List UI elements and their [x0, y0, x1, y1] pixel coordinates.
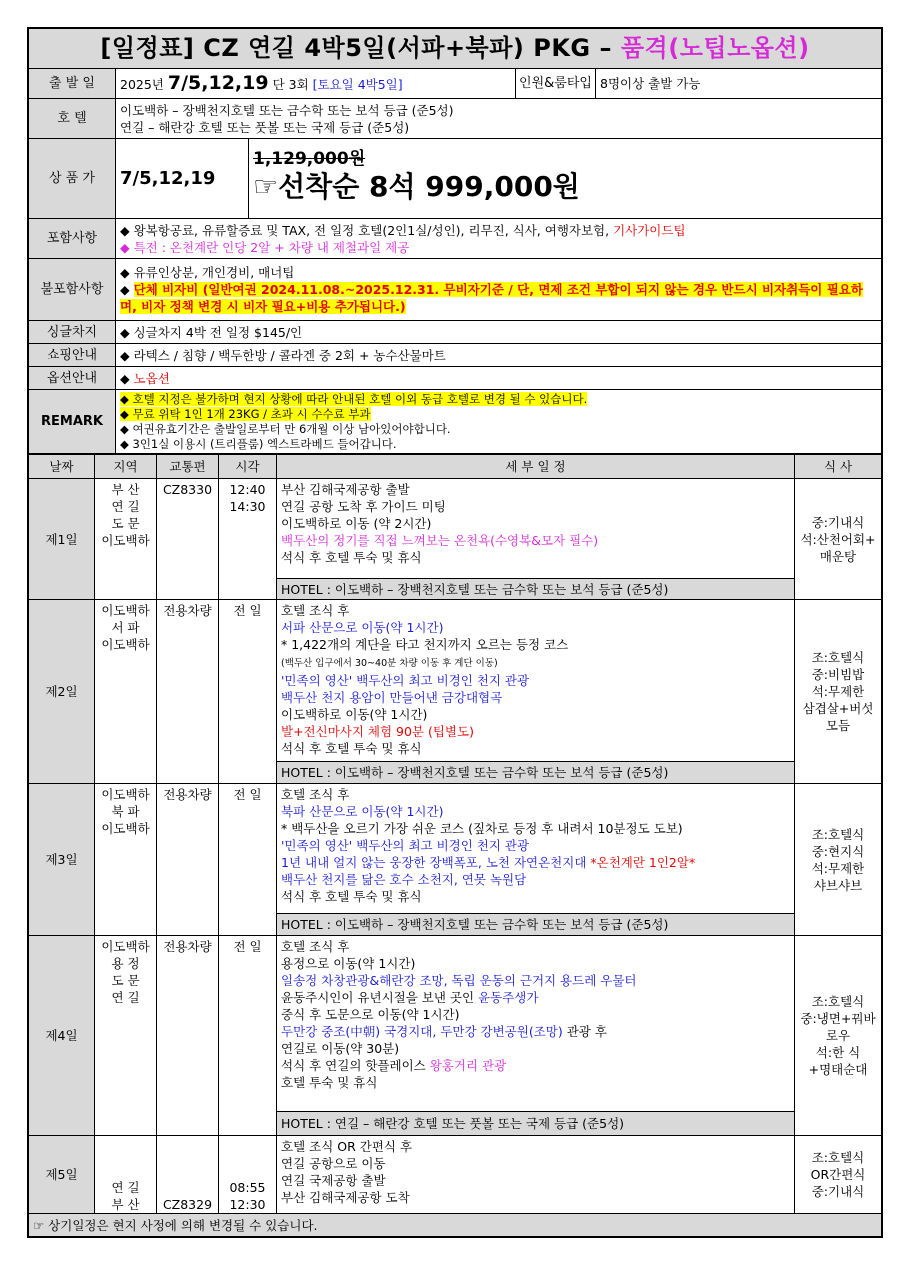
detail-text: 1년 내내 얼지 않는 웅장한 장백폭포, 노천 자연온천지대 [281, 855, 591, 870]
detail-text: 일송정 차창관광&해란강 조망, 독립 운동의 근거지 용드레 우물터 [281, 973, 637, 988]
day-row [29, 784, 882, 914]
detail-text: 호텔 조식 후 [281, 939, 350, 954]
detail-line [281, 854, 790, 871]
day-label: 제2일 [29, 600, 95, 784]
detail-line [281, 1138, 790, 1155]
meal-line: 조:호텔식 [811, 994, 865, 1009]
detail-text: 북파 산문으로 이동(약 1시간) [281, 804, 444, 819]
detail-text: 연길 공항으로 이동 [281, 1156, 386, 1171]
shopping-label: 쇼핑안내 [29, 344, 116, 367]
include-guide-tip: 기사가이드팁 [613, 222, 686, 238]
detail-line [281, 602, 790, 619]
single-label: 싱글차지 [29, 321, 116, 344]
option-text: 노옵션 [133, 370, 170, 386]
detail-line [281, 1074, 790, 1091]
header-region: 지역 [95, 455, 157, 479]
detail-line [281, 706, 790, 723]
meal-line: 중:기내식 [811, 1184, 865, 1199]
region-name: 부 산 [111, 482, 140, 497]
day-time [219, 600, 277, 784]
detail-line [281, 786, 790, 803]
detail-text: 석식 후 연길의 핫플레이스 [281, 1058, 430, 1073]
detail-line [281, 803, 790, 820]
day-meals [795, 784, 882, 936]
exclude-visa-note: 단체 비자비 (일반여권 2024.11.08.~2025.12.31. 무비자기준 / 단, 면제 조건 부합이 되지 않는 경우 반드시 비자취득이 필요하며, 비자 정책 변경 시 비자 필요+비용 추가됩니다.) [120, 282, 863, 314]
day-meals [795, 600, 882, 784]
day-meals [795, 1136, 882, 1214]
transport-name: 전용차량 [163, 787, 212, 802]
detail-highlight: 관광 후 [566, 1024, 607, 1039]
meal-line: 중:비빔밥 [811, 667, 865, 682]
exclude-line: ◆ 유류인상분, 개인경비, 매너팁 [120, 265, 295, 280]
detail-text: 부산 김해국제공항 도착 [281, 1190, 410, 1205]
day-detail [277, 1136, 795, 1214]
remark-line: ◆ 무료 위탁 1인 1개 23KG / 초과 시 수수료 부과 [120, 406, 371, 421]
departure-dates: 7/5,12,19 [167, 71, 269, 94]
hotel-value [116, 99, 882, 139]
detail-text: 연길 공항 도착 후 가이드 미팅 [281, 499, 446, 514]
region-name: 도 문 [111, 973, 140, 988]
header-time: 시각 [219, 455, 277, 479]
detail-text: 석식 후 호텔 투숙 및 휴식 [281, 741, 422, 756]
region-name: 용 정 [111, 956, 140, 971]
transport-name: 전용차량 [163, 603, 212, 618]
detail-line [281, 619, 790, 636]
day-row [29, 600, 882, 762]
time-value: 전 일 [233, 603, 262, 618]
page-title [29, 29, 882, 69]
region-name: 서 파 [111, 620, 140, 635]
meal-line: 중:현지식 [811, 843, 865, 859]
meal-line: 석:한 식 [815, 1045, 861, 1060]
detail-text: 부산 김해국제공항 출발 [281, 482, 410, 497]
time-value: 전 일 [233, 787, 262, 802]
detail-line [281, 672, 790, 689]
title-accent: 품격(노팁노옵션) [620, 34, 810, 62]
detail-line [281, 1040, 790, 1057]
time-value: 14:30 [229, 499, 266, 514]
pax-label: 인원&룸타입 [516, 69, 596, 99]
option-value [116, 367, 882, 390]
day-transport [157, 479, 219, 600]
detail-line [281, 989, 790, 1006]
detail-line [281, 498, 790, 515]
option-prefix: ◆ [120, 370, 134, 386]
time-value: 12:30 [229, 1197, 266, 1212]
meal-line: 조:호텔식 [811, 1150, 865, 1165]
region-name: 이도백하 [101, 603, 150, 618]
detail-line [281, 549, 790, 566]
detail-text: 두만강 중조(中朝) 국경지대, 두만강 강변공원(조망) [281, 1024, 567, 1039]
time-value: 12:40 [229, 482, 266, 497]
detail-text: 석식 후 호텔 투숙 및 휴식 [281, 550, 422, 565]
meal-line: 조:호텔식 [811, 826, 865, 842]
detail-text: '민족의 영산' 백두산의 최고 비경인 천지 관광 [281, 838, 530, 853]
departure-value [116, 69, 516, 99]
departure-year: 2025년 [120, 76, 164, 92]
detail-line [281, 532, 790, 549]
detail-line [281, 723, 790, 740]
meal-line: 석:무제한 [811, 684, 865, 699]
price-label: 상 품 가 [29, 139, 116, 219]
include-label: 포함사항 [29, 219, 116, 259]
detail-line [281, 653, 790, 672]
include-line: ◆ 왕복항공료, 유류할증료 및 TAX, 전 일정 호텔(2인1실/성인), 리무진, 식사, 여행자보험, [120, 222, 614, 238]
price-sale: ☞선착순 8석 999,000원 [253, 170, 580, 203]
day-time [219, 1136, 277, 1214]
detail-highlight: 왕홍거리 관광 [429, 1058, 507, 1073]
region-name: 부 산 [111, 1197, 140, 1212]
remark-label: REMARK [29, 390, 116, 454]
detail-text: 호텔 투숙 및 휴식 [281, 1075, 378, 1090]
schedule-table [28, 454, 882, 1237]
footer-note: ☞ 상기일정은 현지 사정에 의해 변경될 수 있습니다. [29, 1214, 882, 1237]
detail-text: 연길로 이동(약 30분) [281, 1041, 400, 1056]
detail-line [281, 1006, 790, 1023]
detail-text: 호텔 조식 OR 간편식 후 [281, 1139, 413, 1154]
detail-line [281, 1057, 790, 1074]
summary-table [28, 28, 882, 454]
hotel-label: 호 텔 [29, 99, 116, 139]
detail-text: 백두산의 정기를 직접 느껴보는 온천욕(수영복&모자 필수) [281, 533, 599, 548]
day-region [95, 1136, 157, 1214]
detail-line [281, 1189, 790, 1206]
header-transport: 교통편 [157, 455, 219, 479]
detail-line [281, 955, 790, 972]
detail-text: '민족의 영산' 백두산의 최고 비경인 천지 관광 [281, 673, 530, 688]
day-hotel: HOTEL : 이도백하 – 장백천지호텔 또는 금수학 또는 보석 등급 (준5성) [277, 579, 795, 600]
day-hotel: HOTEL : 이도백하 – 장백천지호텔 또는 금수학 또는 보석 등급 (준5성) [277, 762, 795, 784]
option-label: 옵션안내 [29, 367, 116, 390]
shopping-value: ◆ 라텍스 / 침향 / 백두한방 / 콜라겐 중 2회 + 농수산물마트 [116, 344, 882, 367]
meal-line: 중:냉면+꿔바로우 [800, 1011, 876, 1043]
detail-line [281, 1023, 790, 1040]
day-detail [277, 784, 795, 914]
time-value: 08:55 [229, 1180, 266, 1195]
exclude-label: 불포함사항 [29, 259, 116, 321]
region-name: 이도백하 [101, 939, 150, 954]
detail-text: * 백두산을 오르기 가장 쉬운 코스 (짚차로 등정 후 내려서 10분정도 도보) [281, 821, 683, 836]
detail-line [281, 888, 790, 905]
detail-line [281, 1155, 790, 1172]
day-detail [277, 936, 795, 1112]
day-transport [157, 936, 219, 1136]
day-meals [795, 936, 882, 1136]
day-hotel: HOTEL : 연길 – 해란강 호텔 또는 풋볼 또는 국제 등급 (준5성) [277, 1112, 795, 1136]
detail-text: 호텔 조식 후 [281, 787, 350, 802]
hotel-line: 연길 – 해란강 호텔 또는 풋볼 또는 국제 등급 (준5성) [120, 119, 410, 135]
detail-line [281, 871, 790, 888]
day-region [95, 784, 157, 936]
include-bonus: ◆ 특전 : 온천계란 인당 2알 + 차량 내 제철과일 제공 [120, 239, 410, 255]
day-label: 제3일 [29, 784, 95, 936]
header-meal: 식 사 [795, 455, 882, 479]
day-detail [277, 600, 795, 762]
meal-line: 매운탕 [819, 548, 857, 564]
meal-line: 삼겹살+버섯모듬 [802, 701, 874, 733]
detail-text: (백두산 입구에서 30~40분 차량 이동 후 계단 이동) [281, 658, 498, 669]
detail-line [281, 837, 790, 854]
detail-line [281, 938, 790, 955]
schedule-header [29, 455, 882, 479]
price-value [249, 139, 882, 219]
detail-text: 중식 후 도문으로 이동(약 1시간) [281, 1007, 460, 1022]
exclude-value: ◆ 유류인상분, 개인경비, 매너팁 ◆ 단체 비자비 (일반여권 2024.11.08.~2025.12.31. 무비자기준 / 단, 면제 조건 부합이 되지 않는 경우 반드시 비자취득이 필요하며, 비자 정책 변경 시 비자 필요+비용 추가됩니다.) [116, 259, 882, 321]
meal-line: 석:무제한 [811, 860, 865, 876]
time-value: 전 일 [233, 939, 262, 954]
title-main: [일정표] CZ 연길 4박5일(서파+북파) PKG – [100, 34, 621, 62]
day-detail [277, 479, 795, 579]
detail-line [281, 1172, 790, 1189]
remark-line: ◆ 3인1실 이용시 (트리플룸) 엑스트라베드 들어갑니다. [120, 436, 397, 451]
departure-label: 출 발 일 [29, 69, 116, 99]
day-label: 제4일 [29, 936, 95, 1136]
pax-value: 8명이상 출발 가능 [596, 69, 882, 99]
detail-line [281, 972, 790, 989]
region-name: 이도백하 [101, 637, 150, 652]
day-row [29, 1136, 882, 1214]
region-name: 북 파 [111, 804, 140, 819]
detail-line [281, 636, 790, 653]
meal-line: 샤브샤브 [813, 877, 863, 893]
remark-value [116, 390, 882, 454]
day-meals [795, 479, 882, 600]
detail-highlight: *온천계란 1인2알* [590, 855, 696, 870]
detail-text: 윤동주시인이 유년시절을 보낸 곳인 [281, 990, 479, 1005]
price-dates: 7/5,12,19 [116, 139, 249, 219]
region-name: 연 길 [111, 499, 140, 514]
day-region [95, 600, 157, 784]
day-row [29, 936, 882, 1112]
meal-line: 조:호텔식 [811, 650, 865, 665]
detail-text: 발+전신마사지 체험 90분 (팁별도) [281, 724, 474, 739]
detail-text: 연길 국제공항 출발 [281, 1173, 386, 1188]
detail-text: 호텔 조식 후 [281, 603, 350, 618]
transport-name: CZ8330 [162, 482, 213, 497]
detail-text: 서파 산문으로 이동(약 1시간) [281, 620, 444, 635]
region-name: 연 길 [111, 1180, 140, 1195]
remark-line: ◆ 여권유효기간은 출발일로부터 만 6개월 이상 남아있어야합니다. [120, 421, 451, 436]
detail-text: 이도백하로 이동 (약 2시간) [281, 516, 432, 531]
region-name: 연 길 [111, 990, 140, 1005]
include-value [116, 219, 882, 259]
region-name: 이도백하 [101, 787, 150, 802]
region-name: 도 문 [111, 516, 140, 531]
detail-line [281, 740, 790, 757]
single-value: ◆ 싱글차지 4박 전 일정 $145/인 [116, 321, 882, 344]
departure-note: [토요일 4박5일] [312, 76, 403, 92]
header-detail: 세 부 일 정 [277, 455, 795, 479]
day-time [219, 936, 277, 1136]
remark-line: ◆ 호텔 지정은 불가하며 현지 상황에 따라 안내된 호텔 이외 동급 호텔로 변경 될 수 있습니다. [120, 391, 588, 406]
day-time [219, 479, 277, 600]
hotel-line: 이도백하 – 장백천지호텔 또는 금수학 또는 보석 등급 (준5성) [120, 102, 454, 118]
detail-text: 석식 후 호텔 투숙 및 휴식 [281, 889, 422, 904]
day-transport [157, 1136, 219, 1214]
detail-line [281, 820, 790, 837]
detail-text: * 1,422개의 계단을 타고 천지까지 오르는 등정 코스 [281, 637, 569, 652]
day-region [95, 479, 157, 600]
detail-highlight: 윤동주생가 [478, 990, 539, 1005]
region-name: 이도백하 [101, 533, 150, 548]
detail-text: 백두산 천지 용암이 만들어낸 금강대협곡 [281, 690, 503, 705]
header-day: 날짜 [29, 455, 95, 479]
meal-line: +명태순대 [808, 1062, 868, 1077]
detail-line [281, 689, 790, 706]
departure-sessions: 단 3회 [272, 76, 309, 92]
transport-name: CZ8329 [162, 1197, 213, 1212]
day-label: 제5일 [29, 1136, 95, 1214]
detail-text: 이도백하로 이동(약 1시간) [281, 707, 428, 722]
detail-text: 백두산 천지를 닮은 호수 소천지, 연못 녹원담 [281, 872, 527, 887]
price-original: 1,129,000원 [253, 149, 366, 169]
day-label: 제1일 [29, 479, 95, 600]
detail-line [281, 515, 790, 532]
meal-line: OR간편식 [810, 1167, 866, 1182]
day-hotel: HOTEL : 이도백하 – 장백천지호텔 또는 금수학 또는 보석 등급 (준5성) [277, 914, 795, 936]
day-region [95, 936, 157, 1136]
transport-name: 전용차량 [163, 939, 212, 954]
meal-line: 석:산천어회+ [800, 531, 876, 547]
detail-line [281, 481, 790, 498]
itinerary-sheet [27, 27, 883, 1238]
region-name: 이도백하 [101, 821, 150, 836]
day-transport [157, 600, 219, 784]
day-row [29, 479, 882, 579]
day-transport [157, 784, 219, 936]
day-time [219, 784, 277, 936]
meal-line: 중:기내식 [811, 514, 865, 530]
detail-text: 용정으로 이동(약 1시간) [281, 956, 416, 971]
